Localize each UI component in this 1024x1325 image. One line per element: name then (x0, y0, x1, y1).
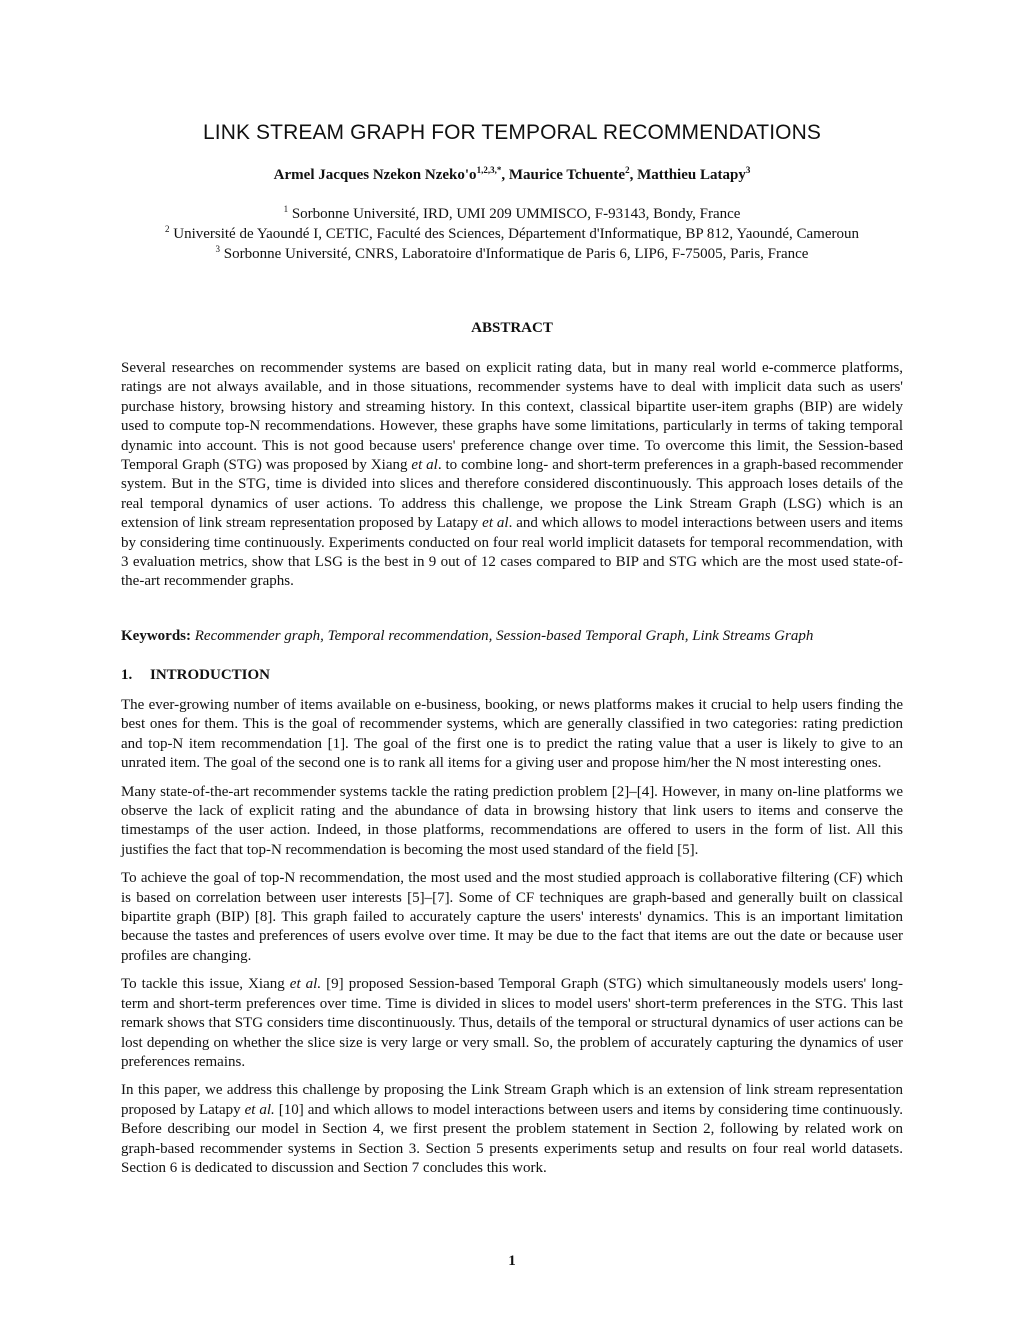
affiliation: $^3$ Sorbonne Université, CNRS, Laboratoire d'Informatique de Paris 6, LIP6, F-75005, Paris, France (215, 244, 809, 262)
author-affiliation-mark: 2 (625, 165, 630, 175)
author-name: Matthieu Latapy (637, 167, 746, 183)
abstract-body: Several researches on recommender systems are based on explicit rating data, but in many real world e-commerce platforms, ratings are not always available, and in those situations, recommender systems have to deal with implicit data such as users' purchase history, browsing history and streaming history. In this context, classical bipartite user-item graphs (BIP) are widely used to compute top-N recommendations. However, these graphs have some limitations, particularly in terms of taking temporal dynamic into account. This is not good because users' preference change over time. To overcome this limit, the Session-based Temporal Graph (STG) was proposed by Xiang et al. to combine long- and short-term preferences in a graph-based recommender system. But in the STG, time is divided into slices and therefore considered discontinuously. This approach loses details of the real temporal dynamics of user actions. To address this challenge, we propose the Link Stream Graph (LSG) which is an extension of link stream representation proposed by Latapy et al. and which allows to model interactions between users and items by considering time continuously. Experiments conducted on four real world implicit datasets for temporal recommendation, with 3 evaluation metrics, show that LSG is the best in 9 out of 12 cases compared to BIP and STG which are the most used state-of-the-art recommender graphs. (121, 360, 903, 590)
section-title: INTRODUCTION (150, 667, 271, 683)
keywords-line (121, 628, 903, 645)
abstract-heading: ABSTRACT (471, 320, 553, 336)
affiliation: $^1$ Sorbonne Université, IRD, UMI 209 UMMISCO, F-93143, Bondy, France (283, 204, 741, 222)
keywords-text: Recommender graph, Temporal recommendation, Session-based Temporal Graph, Link Streams Graph (194, 628, 814, 644)
section-heading (121, 667, 270, 684)
paragraph: To tackle this issue, Xiang et al. [9] proposed Session-based Temporal Graph (STG) which simultaneously models users' long-term and short-term preferences over time. Time is divided in slices to model users' short-term preferences in the STG. This last remark shows that STG considers time discontinuously. Thus, details of the temporal or structural dynamics of user actions can be lost depending on whether the slice size is very large or very small. So, the problem of accurately capturing the dynamics of user preferences remains. (121, 976, 903, 1070)
paragraph: In this paper, we address this challenge by proposing the Link Stream Graph which is an extension of link stream representation proposed by Latapy et al. [10] and which allows to model interactions between users and items by considering time continuously. Before describing our model in Section 4, we first present the problem statement in Section 2, following by related work on graph-based recommender systems in Section 3. Section 5 presents experiments setup and results on four real world datasets. Section 6 is dedicated to discussion and Section 7 concludes this work. (121, 1082, 903, 1176)
affiliation: $^2$ Université de Yaoundé I, CETIC, Faculté des Sciences, Département d'Informatique, BP 812, Yaoundé, Cameroun (164, 224, 859, 242)
paragraph: To achieve the goal of top-N recommendation, the most used and the most studied approach is collaborative filtering (CF) which is based on correlation between user interests [5]–[7]. Some of CF techniques are graph-based and generally built on classical bipartite graph (BIP) [8]. This graph failed to accurately capture the users' interests' dynamics. This is an important limitation because the tastes and preferences of users evolve over time. It may be due to the fact that items are out the date or because user profiles are changing. (121, 870, 903, 964)
introduction-body (121, 696, 903, 1187)
author-list: Armel Jacques Nzekon $Nzeko'o^{1,2,3,*}$, Maurice Tchuente$^2$, Matthieu Latapy$^3$ (273, 165, 751, 183)
affiliation-list (0, 204, 1024, 264)
keywords-label: Keywords: (121, 628, 191, 644)
author-name: Maurice Tchuente (508, 167, 626, 183)
paragraph: Many state-of-the-art recommender systems tackle the rating prediction problem [2]–[4]. However, in many on-line platforms we observe the lack of explicit rating and the abundance of data in browsing history that link users to items and conserve the timestamps of the user action. Indeed, in those platforms, recommendations are offered to users in the form of list. All this justifies the fact that top-N recommendation is becoming the most used standard of the field [5]. (121, 783, 903, 858)
page-number: 1 (508, 1253, 516, 1269)
author-affiliation-mark: 1,2,3,* (476, 165, 502, 175)
paragraph: The ever-growing number of items available on e-business, booking, or news platforms makes it crucial to help users finding the best ones for them. This is the goal of recommender systems, which are generally classified in two categories: rating prediction and top-N item recommendation [1]. The goal of the first one is to predict the rating value that a user is likely to give to an unrated item. The goal of the second one is to rank all items for a giving user and propose him/her the N most interesting ones. (121, 697, 903, 772)
author-name: Armel Jacques Nzekon Nzeko'o (273, 167, 477, 183)
author-affiliation-mark: 3 (745, 165, 751, 175)
paper-title: LINK STREAM GRAPH FOR TEMPORAL RECOMMENDATIONS (203, 121, 821, 144)
section-number: 1. (121, 667, 133, 683)
